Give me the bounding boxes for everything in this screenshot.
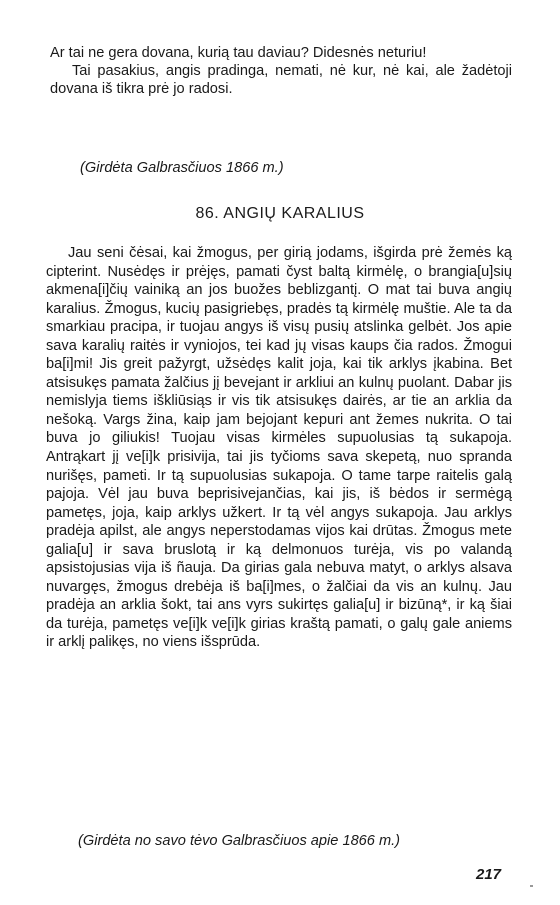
source-note-2: (Girdėta no savo tėvo Galbrasčiuos apie 1866 m.) — [78, 833, 401, 849]
intro-paragraph-1: Ar tai ne gera dovana, kurią tau daviau? Didesnės neturiu! — [50, 45, 427, 61]
story-text-block — [46, 244, 512, 652]
print-speck — [530, 885, 533, 887]
page-number: 217 — [476, 866, 502, 883]
story-paragraph: Jau seni čėsai, kai žmogus, per girią jodams, išgirda prė žemės ką cipterint. Nusėdęs ir prėjęs, pamati čyst baltą kirmėlę, o brangia[u]sių akmena[i]čių vainiką an jos buožes beblizgantį. O mat tai buva angių karalius. Žmogus, kucių pasigriebęs, pradės tą kirmėlę muštie. Ale ta da smarkiau pracipa, ir tuojau angys iš visų pusių atslinka gelbėt. Jos apie sava karalių raitės ir vyniojos, tei kad jų visas kaups čia rados. Žmogui ba[i]mi! Jis greit pažyrgt, užsėdęs kalit joja, kai tik arklys įkabina. Bet atsisukęs pamata žalčius jį bevejant ir arkliui an kulnų puolant. Dabar jis nemislyja tiems iškliūsiąs ir vis tik atsisukęs dairės, ar tie an arklia da nešoką. Vargs žina, kaip jam bejojant kepuri ant žemes nukrita. O tai buva jo giliukis! Tuojau visas kirmėles supuolusias tą sukapoja. Antrąkart jį ve[i]k prisivija, tai jis tyčioms sava skepetą, nuo spranda nurišęs, pameti. Ir tą supuolusias sukapoja. O tame tarpe raitelis galą pajoja. Vėl jau buva beprisivejančias, kai jis, iš bėdos ir sermėgą pametęs, joja, kaip arklys užkert. Ir tą vėl angys sukapoja. Jau arklys pradėja apilst, ale angys neperstodamas vijos kai drūtas. Žmogus mete galia[u] ir sava bruslotą ir ką delmonuos turėja, vis po valandą apsistojusias vija iš ñauja. Da girias gala nebuva matyt, o arklys alsava nuvargęs, žmogus drebėja iš ba[i]mes, o žalčiai da vis an kulnų. Jau pradėja an arklia šokt, tai ans vyrs sukirtęs galia[u] ir bizūną*, ir ką šiai da turėja, pametęs ve[i]k ve[i]k girias kraštą pamati, o galų gale aniems ir arklį palikęs, no viens išsprūda. — [46, 245, 512, 651]
story-title: 86. ANGIŲ KARALIUS — [195, 205, 365, 222]
intro-text-block — [50, 44, 512, 99]
source-note-1: (Girdėta Galbrasčiuos 1866 m.) — [80, 160, 284, 176]
intro-paragraph-2: Tai pasakius, angis pradinga, nemati, nė kur, nė kai, ale žadėtoji dovana iš tikra prė jo radosi. — [50, 63, 512, 98]
